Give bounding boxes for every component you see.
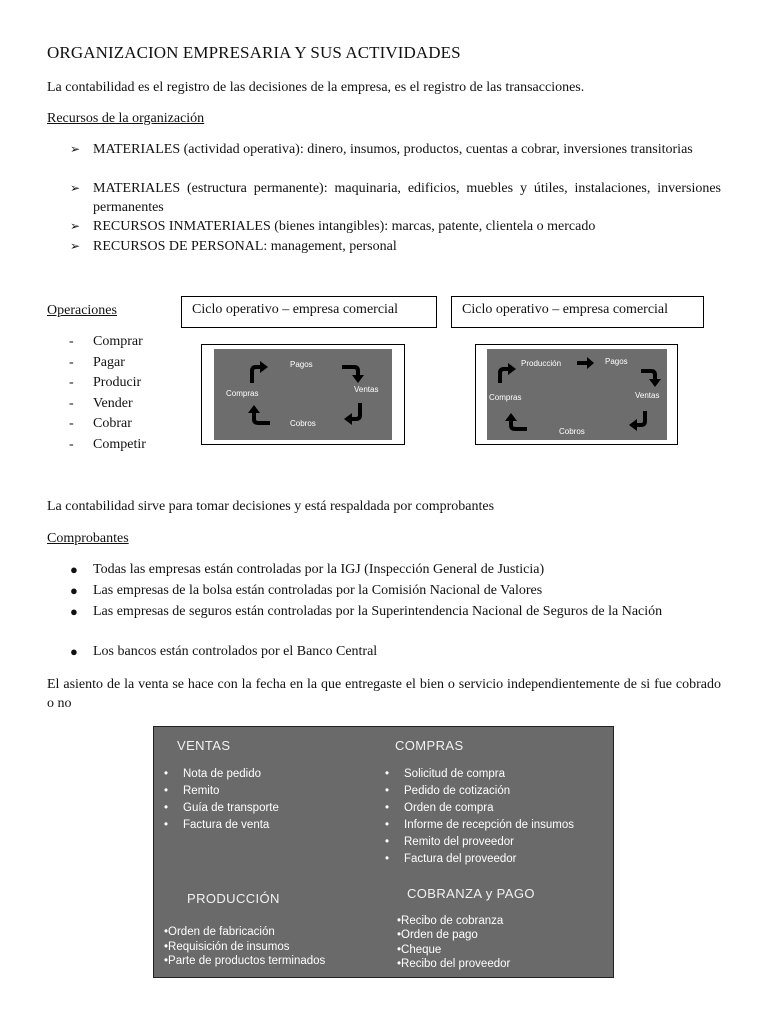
curved-arrow-icon — [344, 403, 368, 427]
curved-arrow-icon — [496, 363, 518, 387]
list-item: •Parte de productos terminados — [164, 955, 326, 967]
ciclo1-diagram — [201, 344, 405, 445]
right-arrow-icon — [577, 357, 595, 369]
cycle-label-pagos: Pagos — [605, 357, 628, 366]
decisiones-text: La contabilidad sirve para tomar decisiones y está respaldada por comprobantes — [47, 499, 495, 514]
cycle-label-cobros: Cobros — [559, 427, 585, 436]
bullet-icon: ● — [70, 644, 78, 659]
arrow-bullet-icon: ➢ — [70, 239, 81, 253]
recursos-heading: Recursos de la organización — [47, 111, 205, 126]
produccion-heading: PRODUCCIÓN — [187, 891, 280, 906]
list-item: ➢ RECURSOS DE PERSONAL: management, personal — [70, 239, 397, 254]
operaciones-heading: Operaciones — [47, 303, 117, 318]
list-item: •Cheque — [397, 944, 442, 956]
ventas-heading: VENTAS — [177, 738, 231, 753]
list-item: ➢ RECURSOS INMATERIALES (bienes intangibles): marcas, patente, clientela o mercado — [70, 219, 596, 234]
curved-arrow-icon — [505, 411, 529, 435]
page-title: ORGANIZACION EMPRESARIA Y SUS ACTIVIDADES — [47, 43, 461, 62]
curved-arrow-icon — [629, 411, 653, 435]
list-item: ➢ MATERIALES (actividad operativa): dinero, insumos, productos, cuentas a cobrar, inversiones transitorias — [70, 142, 693, 157]
compras-heading: COMPRAS — [395, 738, 464, 753]
ciclo2-panel — [487, 349, 667, 440]
cobranza-heading: COBRANZA y PAGO — [407, 886, 535, 901]
bullet-icon: ● — [70, 583, 78, 598]
ciclo1-panel — [214, 349, 392, 440]
arrow-bullet-icon: ➢ — [70, 142, 81, 156]
list-item: ➢ MATERIALES (estructura permanente): maquinaria, edificios, muebles y útiles, instalaciones, inversiones permanentes — [70, 181, 721, 215]
list-item: •Recibo del proveedor — [397, 958, 511, 970]
curved-arrow-icon — [342, 361, 366, 385]
list-item: •Orden de pago — [397, 929, 478, 941]
intro-text: La contabilidad es el registro de las decisiones de la empresa, es el registro de las transacciones. — [47, 80, 585, 95]
cycle-label-ventas: Ventas — [354, 385, 379, 394]
cycle-label-pagos: Pagos — [290, 360, 313, 369]
bullet-icon: ● — [70, 604, 78, 619]
comprobantes-heading: Comprobantes — [47, 531, 129, 546]
curved-arrow-icon — [641, 365, 665, 389]
curved-arrow-icon — [248, 403, 272, 427]
list-item: •Orden de fabricación — [164, 926, 275, 938]
cycle-label-cobros: Cobros — [290, 419, 316, 428]
ciclo1-label: Ciclo operativo – empresa comercial — [181, 296, 437, 328]
bullet-icon: ● — [70, 562, 78, 577]
cycle-label-ventas: Ventas — [635, 391, 660, 400]
arrow-bullet-icon: ➢ — [70, 219, 81, 233]
ciclo2-diagram — [475, 344, 678, 445]
cycle-label-compras: Compras — [226, 389, 259, 398]
cycle-label-compras: Compras — [489, 393, 522, 402]
list-item: •Recibo de cobranza — [397, 915, 504, 927]
list-item: •Requisición de insumos — [164, 941, 290, 953]
curved-arrow-icon — [248, 361, 270, 385]
ciclo2-label: Ciclo operativo – empresa comercial — [451, 296, 704, 328]
documentos-panel: VENTAS • Nota de pedido • Remito • Guía de transporte • Factura de venta COMPRAS • Solicitud de compra • Pedido de cotización • Orden de compra • Informe de recepción de insumos • Remito del proveedor • Factura del proveedor PRODUCCIÓN •Orden de fabricación •Requisición de insumos •Parte de productos terminados COBRANZA y PAGO •Recibo de cobranza •Orden de pago •Cheque •Recibo del proveedor — [153, 726, 614, 978]
cycle-label-produccion: Producción — [521, 359, 562, 368]
asiento-text: El asiento de la venta se hace con la fecha en la que entregaste el bien o servicio independientemente de si fue cobrado o no — [47, 677, 721, 711]
arrow-bullet-icon: ➢ — [70, 181, 81, 195]
